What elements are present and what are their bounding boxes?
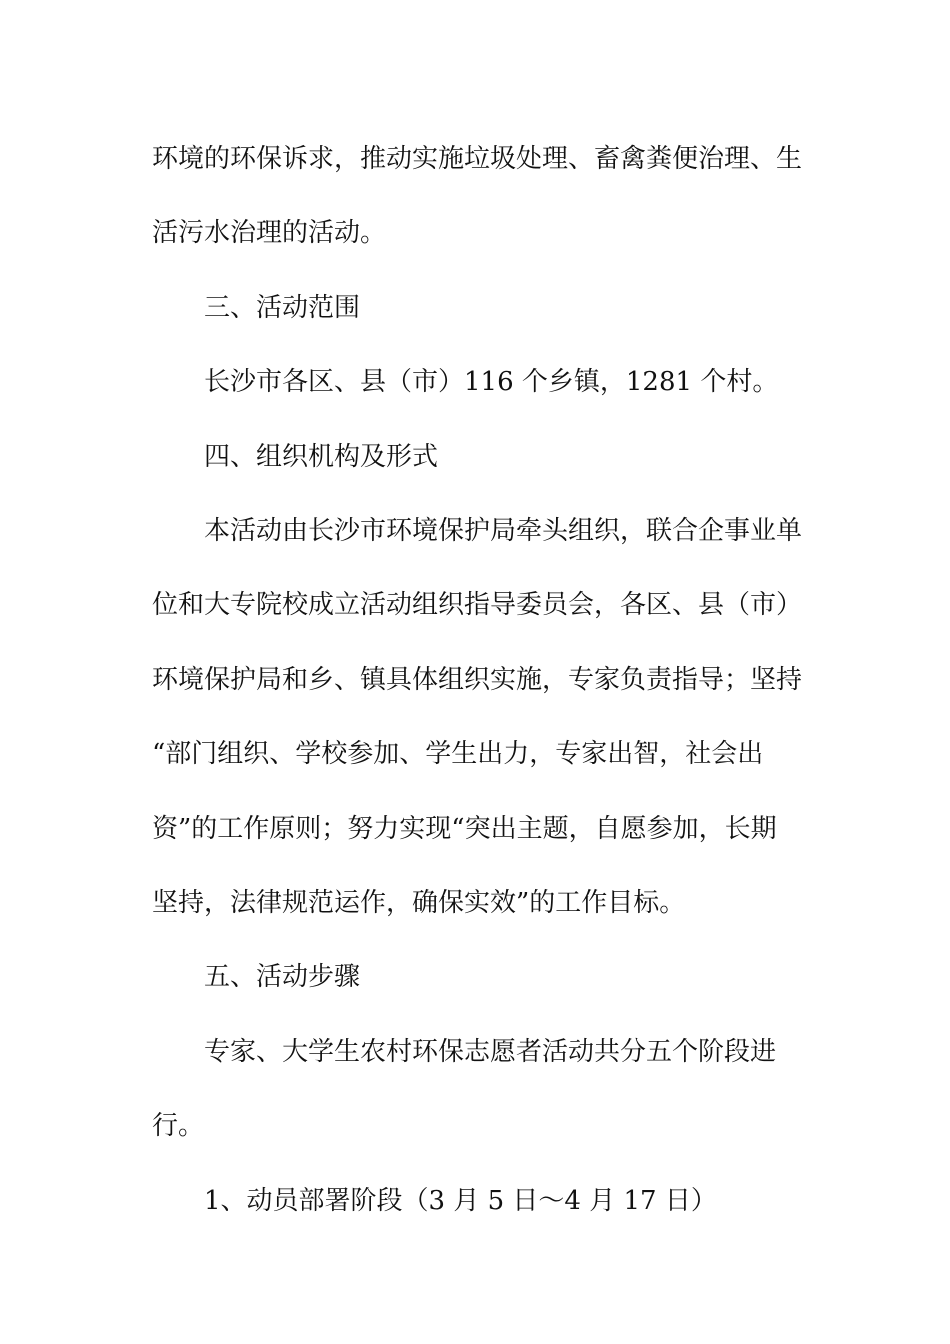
section-heading-scope: 三、活动范围 [204, 292, 361, 323]
section-heading-organization: 四、组织机构及形式 [204, 441, 439, 472]
text-line: 资”的工作原则；努力实现“突出主题，自愿参加，长期 [152, 813, 777, 844]
text-line: 专家、大学生农村环保志愿者活动共分五个阶段进 [204, 1036, 777, 1067]
section-heading-steps: 五、活动步骤 [204, 962, 361, 993]
text-line: 坚持，法律规范运作，确保实效”的工作目标。 [152, 888, 686, 919]
paragraph-scope: 长沙市各区、县（市）116 个乡镇，1281 个村。 [204, 367, 779, 398]
paragraph-environment-continuation [152, 122, 812, 271]
subheading-mobilization-stage: 1、动员部署阶段（3 月 5 日～4 月 17 日） [204, 1185, 717, 1216]
paragraph-organization [152, 494, 812, 940]
text-line: 本活动由长沙市环境保护局牵头组织，联合企事业单 [204, 516, 803, 547]
text-line: 环境保护局和乡、镇具体组织实施，专家负责指导；坚持 [152, 664, 803, 695]
text-line: 行。 [152, 1111, 205, 1142]
text-line: “部门组织、学校参加、学生出力，专家出智，社会出 [152, 739, 764, 770]
text-line: 位和大专院校成立活动组织指导委员会，各区、县（市） [152, 590, 803, 621]
paragraph-steps [152, 1015, 812, 1164]
document-body [152, 122, 812, 1238]
text-line: 环境的环保诉求，推动实施垃圾处理、畜禽粪便治理、生 [152, 144, 803, 174]
text-line: 活污水治理的活动。 [152, 218, 387, 249]
